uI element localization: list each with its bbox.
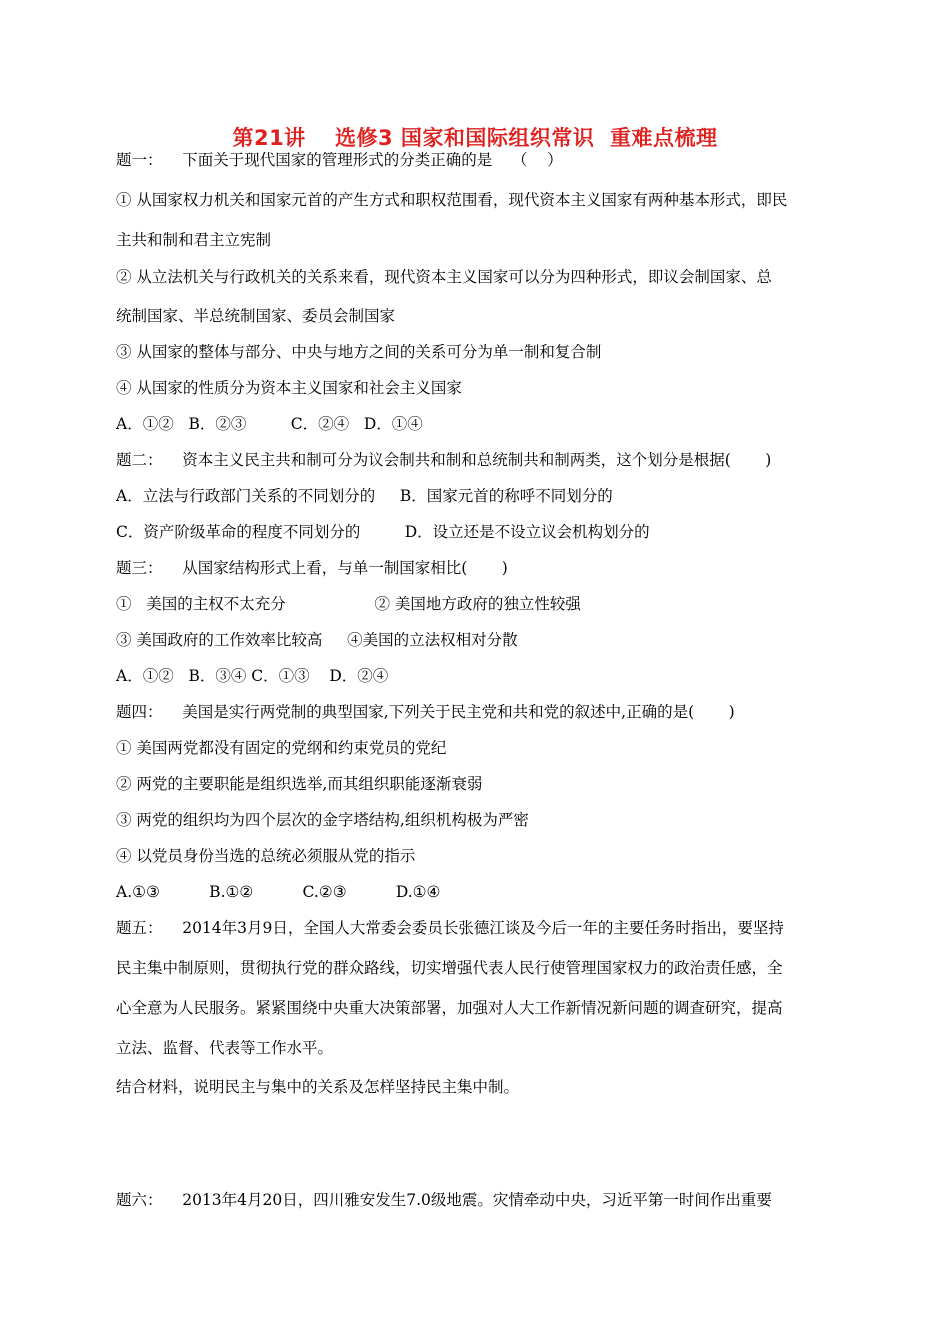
- q4-option-2: ② 两党的主要职能是组织选举,而其组织职能逐渐衰弱: [116, 775, 483, 793]
- q2-choices-cd: C．资产阶级革命的程度不同划分的 D．设立还是不设立议会机构划分的: [116, 523, 650, 541]
- q3-stem: 题三： 从国家结构形式上看，与单一制国家相比( ): [116, 559, 508, 577]
- q1-choices: A．①② B．②③ C．②④ D．①④: [116, 415, 423, 433]
- q5-material-1: 题五： 2014年3月9日，全国人大常委会委员长张德江谈及今后一年的主要任务时指出，要坚持: [116, 919, 784, 937]
- q2-choices-ab: A．立法与行政部门关系的不同划分的 B．国家元首的称呼不同划分的: [116, 487, 613, 505]
- q4-choices: A.①③ B.①② C.②③ D.①④: [116, 883, 441, 901]
- q5-material-3: 心全意为人民服务。紧紧围绕中央重大决策部署，加强对人大工作新情况新问题的调查研究，提高: [116, 999, 783, 1017]
- q1-option-1a: ① 从国家权力机关和国家元首的产生方式和职权范围看，现代资本主义国家有两种基本形式，即民: [116, 191, 788, 209]
- q3-option-12: ① 美国的主权不太充分 ② 美国地方政府的独立性较强: [116, 595, 581, 613]
- q5-question: 结合材料，说明民主与集中的关系及怎样坚持民主集中制。: [116, 1078, 520, 1096]
- q4-option-1: ① 美国两党都没有固定的党纲和约束党员的党纪: [116, 739, 447, 757]
- q1-option-1b: 主共和制和君主立宪制: [116, 231, 272, 249]
- q5-material-4: 立法、监督、代表等工作水平。: [116, 1039, 334, 1057]
- q1-option-2a: ② 从立法机关与行政机关的关系来看，现代资本主义国家可以分为四种形式，即议会制国家、总: [116, 268, 772, 286]
- q2-stem: 题二： 资本主义民主共和制可分为议会制共和制和总统制共和制两类，这个划分是根据( ): [116, 451, 772, 469]
- q1-option-2b: 统制国家、半总统制国家、委员会制国家: [116, 307, 396, 325]
- q4-option-3: ③ 两党的组织均为四个层次的金字塔结构,组织机构极为严密: [116, 811, 529, 829]
- q1-option-4: ④ 从国家的性质分为资本主义国家和社会主义国家: [116, 379, 462, 397]
- q5-material-2: 民主集中制原则，贯彻执行党的群众路线，切实增强代表人民行使管理国家权力的政治责任感，全: [116, 959, 783, 977]
- q4-option-4: ④ 以党员身份当选的总统必须服从党的指示: [116, 847, 416, 865]
- q4-stem: 题四： 美国是实行两党制的典型国家,下列关于民主党和共和党的叙述中,正确的是( ): [116, 703, 735, 721]
- q1-stem: 题一： 下面关于现代国家的管理形式的分类正确的是 （ ）: [116, 151, 563, 169]
- q6-material-1: 题六： 2013年4月20日，四川雅安发生7.0级地震。灾情牵动中央，习近平第一时间作出重要: [116, 1191, 772, 1209]
- q1-option-3: ③ 从国家的整体与部分、中央与地方之间的关系可分为单一制和复合制: [116, 343, 602, 361]
- q3-option-34: ③ 美国政府的工作效率比较高 ④美国的立法权相对分散: [116, 631, 518, 649]
- q3-choices: A．①② B．③④ C．①③ D．②④: [116, 667, 389, 685]
- page-title: 第21讲 选修3 国家和国际组织常识 重难点梳理: [232, 126, 718, 150]
